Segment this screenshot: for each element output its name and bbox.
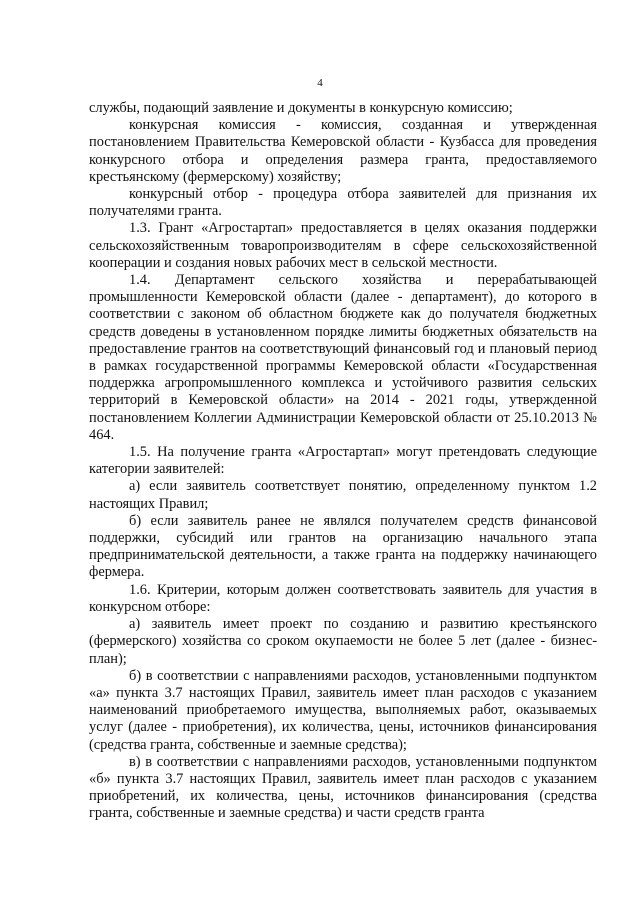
paragraph-continuation: службы, подающий заявление и документы в конкурсную комиссию; [89,100,513,116]
page-number: 4 [317,77,323,89]
paragraph-definition-commission: конкурсная комиссия - комиссия, созданная и утвержденная постановлением Правительства Кемеровской области - Кузбасса для проведения конкурсного отбора и определения размера гранта, предоставляемого крестьянскому (фермерскому) хозяйству; [89,117,597,185]
paragraph-definition-selection: конкурсный отбор - процедура отбора заявителей для признания их получателями гранта. [89,186,597,220]
paragraph-1-6-c: в) в соответствии с направлениями расходов, установленными подпунктом «б» пункта 3.7 настоящих Правил, заявитель имеет план расходов с указанием приобретений, их количества, цены, источников финансирования (средства гранта, собственные и заемные средства) и части средств гранта [89,753,597,822]
paragraph-1-5-b: б) если заявитель ранее не являлся получателем средств финансовой поддержки, субсидий или грантов на организацию начального этапа предпринимательской деятельности, а также гранта на поддержку начинающего фермера. [89,512,597,581]
paragraph-1-3: 1.3. Грант «Агростартап» предоставляется в целях оказания поддержки сельскохозяйственным товаропроизводителям в сфере сельскохозяйственной кооперации и создания новых рабочих мест в сельской местности. [89,220,597,271]
paragraph-1-4: 1.4. Департамент сельского хозяйства и перерабатывающей промышленности Кемеровской области (далее - департамент), до которого в соответствии с законом об областном бюджете как до получателя бюджетных средств доведены в установленном порядке лимиты бюджетных обязательств на предоставление грантов на соответствующий финансовый год и плановый период в рамках государственной программы Кемеровской области «Государственная поддержка агропромышленного комплекса и устойчивого развития сельских территорий в Кемеровской области» на 2014 - 2021 годы, утвержденной постановлением Коллегии Администрации Кемеровской области от 25.10.2013 № 464. [89,272,597,443]
paragraph-1-5-a: а) если заявитель соответствует понятию, определенному пунктом 1.2 настоящих Правил; [89,478,597,512]
paragraph-1-5: 1.5. На получение гранта «Агростартап» могут претендовать следующие категории заявителей: [89,444,597,478]
paragraph-1-6-b: б) в соответствии с направлениями расходов, установленными подпунктом «а» пункта 3.7 настоящих Правил, заявитель имеет план расходов с указанием наименований приобретаемого имущества, выполняемых работ, оказываемых услуг (далее - приобретения), их количества, цены, источников финансирования (средства гранта, собственные и заемные средства); [89,667,597,753]
paragraph-1-6-a: а) заявитель имеет проект по созданию и развитию крестьянского (фермерского) хозяйства со сроком окупаемости не более 5 лет (далее - бизнес-план); [89,616,597,667]
paragraph-1-6: 1.6. Критерии, которым должен соответствовать заявитель для участия в конкурсном отборе: [89,581,597,615]
body-text [89,100,597,823]
